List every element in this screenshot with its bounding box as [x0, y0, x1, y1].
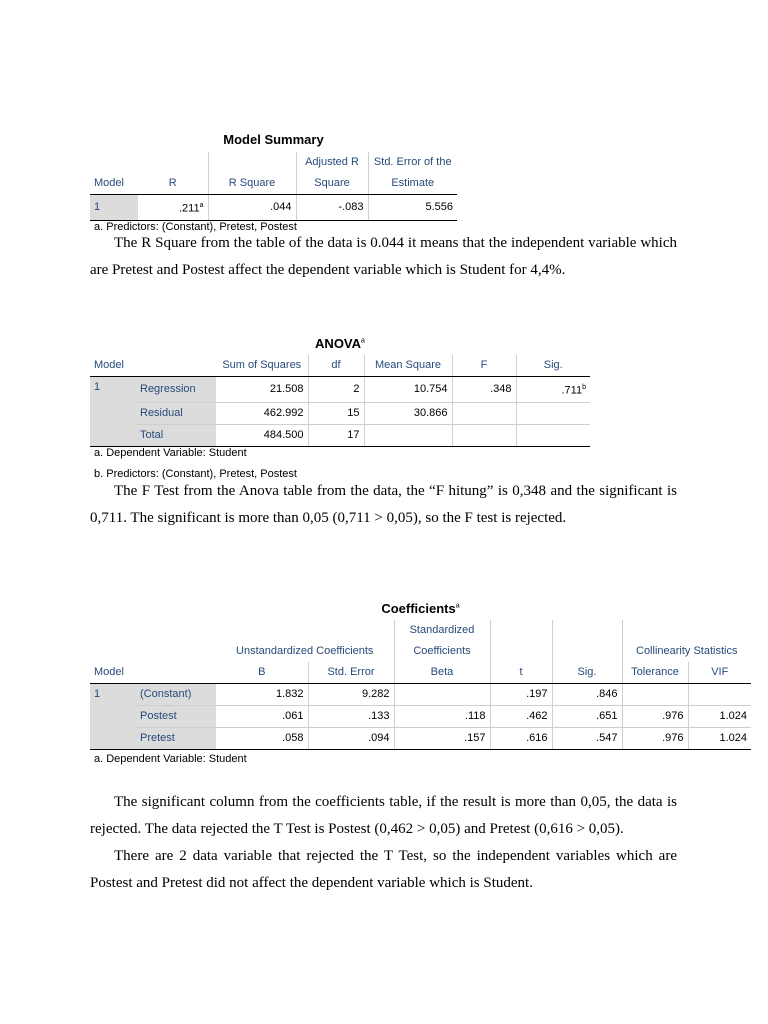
anova-title-text: ANOVA	[315, 336, 362, 351]
sum-sq-header: Sum of Squares	[216, 355, 308, 377]
f-cell: .348	[452, 377, 516, 403]
tolerance-cell: .976	[622, 706, 688, 728]
paragraph-f-test	[90, 478, 677, 532]
sig-cell: .651	[552, 706, 622, 728]
tolerance-cell	[622, 684, 688, 706]
std-err-header-1: Std. Error of the	[368, 152, 457, 173]
mean-sq-cell: 30.866	[364, 402, 452, 424]
tolerance-cell: .976	[622, 728, 688, 750]
model-summary-table	[90, 152, 457, 221]
sig-header: Sig.	[516, 355, 590, 377]
beta-header: Beta	[394, 662, 490, 684]
model-number: 1	[90, 195, 138, 221]
paragraph-conclusion-text: There are 2 data variable that rejected the T Test, so the independent variables which are Postest and Pretest did not affect the dependent variable which is Student.	[90, 848, 677, 891]
t-cell: .616	[490, 728, 552, 750]
footnote-marker: a	[455, 602, 460, 610]
sum-sq-cell: 21.508	[216, 377, 308, 403]
r-square-header: R Square	[208, 173, 296, 195]
anova-footnote-b: b. Predictors: (Constant), Pretest, Postest	[94, 468, 297, 480]
coefficients-title-text: Coefficients	[381, 601, 456, 616]
t-cell: .462	[490, 706, 552, 728]
paragraph-t-test-text: The significant column from the coefficients table, if the result is more than 0,05, the data is rejected. The data rejected the T Test is Postest (0,462 > 0,05) and Pretest (0,616 > 0,05).	[90, 794, 677, 837]
paragraph-r-square-text: The R Square from the table of the data is 0.044 it means that the independent variable which are Pretest and Postest affect the dependent variable which is Student for 4,4%.	[90, 235, 677, 278]
f-cell	[452, 402, 516, 424]
row-label: Residual	[136, 402, 216, 424]
collinearity-header: Collinearity Statistics	[622, 641, 751, 662]
table-row	[90, 684, 751, 706]
anova-footnote-a: a. Dependent Variable: Student	[94, 447, 247, 459]
table-row	[90, 377, 590, 403]
row-label: Total	[136, 424, 216, 446]
t-header: t	[490, 662, 552, 684]
paragraph-conclusion	[90, 843, 677, 897]
vif-cell: 1.024	[688, 728, 751, 750]
sum-sq-cell: 462.992	[216, 402, 308, 424]
row-label: Postest	[136, 706, 216, 728]
std-err-value: 5.556	[368, 195, 457, 221]
sig-cell: .846	[552, 684, 622, 706]
sig-cell: .711$^b$	[516, 377, 590, 403]
mean-sq-cell	[364, 424, 452, 446]
beta-cell: .157	[394, 728, 490, 750]
footnote-marker: b	[582, 384, 586, 391]
std-coef-header-1: Standardized	[394, 620, 490, 641]
footnote-marker: a	[199, 202, 204, 209]
mean-sq-cell: 10.754	[364, 377, 452, 403]
df-cell: 2	[308, 377, 364, 403]
paragraph-r-square	[90, 230, 677, 284]
df-cell: 17	[308, 424, 364, 446]
se-cell: .094	[308, 728, 394, 750]
b-cell: 1.832	[216, 684, 308, 706]
vif-cell: 1.024	[688, 706, 751, 728]
anova-model-header: Model	[90, 355, 136, 377]
t-cell: .197	[490, 684, 552, 706]
table-row	[90, 728, 751, 750]
anova-model-number: 1	[90, 377, 136, 447]
coef-model-number: 1	[90, 684, 136, 750]
se-cell: 9.282	[308, 684, 394, 706]
adj-r-header-2: Square	[296, 173, 368, 195]
b-header: B	[216, 662, 308, 684]
mean-sq-header: Mean Square	[364, 355, 452, 377]
table-row	[90, 706, 751, 728]
f-header: F	[452, 355, 516, 377]
model-summary-title-text: Model Summary	[223, 132, 324, 147]
anova-table	[90, 355, 590, 447]
model-summary-title	[90, 132, 457, 147]
table-row	[90, 402, 590, 424]
coef-model-header: Model	[90, 662, 136, 684]
model-header: Model	[90, 173, 138, 195]
vif-cell	[688, 684, 751, 706]
table-row	[90, 195, 457, 221]
model-summary-footnote: a. Predictors: (Constant), Pretest, Postest	[94, 221, 297, 233]
beta-cell: .118	[394, 706, 490, 728]
std-error-header: Std. Error	[308, 662, 394, 684]
std-coef-header-2: Coefficients	[394, 641, 490, 662]
vif-header: VIF	[688, 662, 751, 684]
unstd-coef-header: Unstandardized Coefficients	[236, 645, 374, 657]
df-header: df	[308, 355, 364, 377]
r-header: R	[138, 173, 208, 195]
b-cell: .058	[216, 728, 308, 750]
row-label: Pretest	[136, 728, 216, 750]
std-err-header-2: Estimate	[368, 173, 457, 195]
sig-cell	[516, 402, 590, 424]
tolerance-header: Tolerance	[622, 662, 688, 684]
row-label: Regression	[136, 377, 216, 403]
sum-sq-cell: 484.500	[216, 424, 308, 446]
coefficients-table	[90, 620, 751, 750]
r-value: .211$^a$	[138, 195, 208, 221]
table-row	[90, 424, 590, 446]
coefficients-title	[90, 601, 751, 616]
footnote-marker: a	[361, 337, 365, 345]
sig-cell: .547	[552, 728, 622, 750]
coef-sig-header: Sig.	[552, 662, 622, 684]
df-cell: 15	[308, 402, 364, 424]
r-square-value: .044	[208, 195, 296, 221]
beta-cell	[394, 684, 490, 706]
se-cell: .133	[308, 706, 394, 728]
f-cell	[452, 424, 516, 446]
paragraph-f-test-text: The F Test from the Anova table from the data, the “F hitung” is 0,348 and the significant is 0,711. The significant is more than 0,05 (0,711 > 0,05), so the F test is rejected.	[90, 483, 677, 526]
anova-title	[90, 336, 590, 351]
b-cell: .061	[216, 706, 308, 728]
adj-r-square-value: -.083	[296, 195, 368, 221]
sig-cell	[516, 424, 590, 446]
paragraph-t-test	[90, 789, 677, 843]
row-label: (Constant)	[136, 684, 216, 706]
coefficients-footnote: a. Dependent Variable: Student	[94, 753, 247, 765]
adj-r-header-1: Adjusted R	[296, 152, 368, 173]
